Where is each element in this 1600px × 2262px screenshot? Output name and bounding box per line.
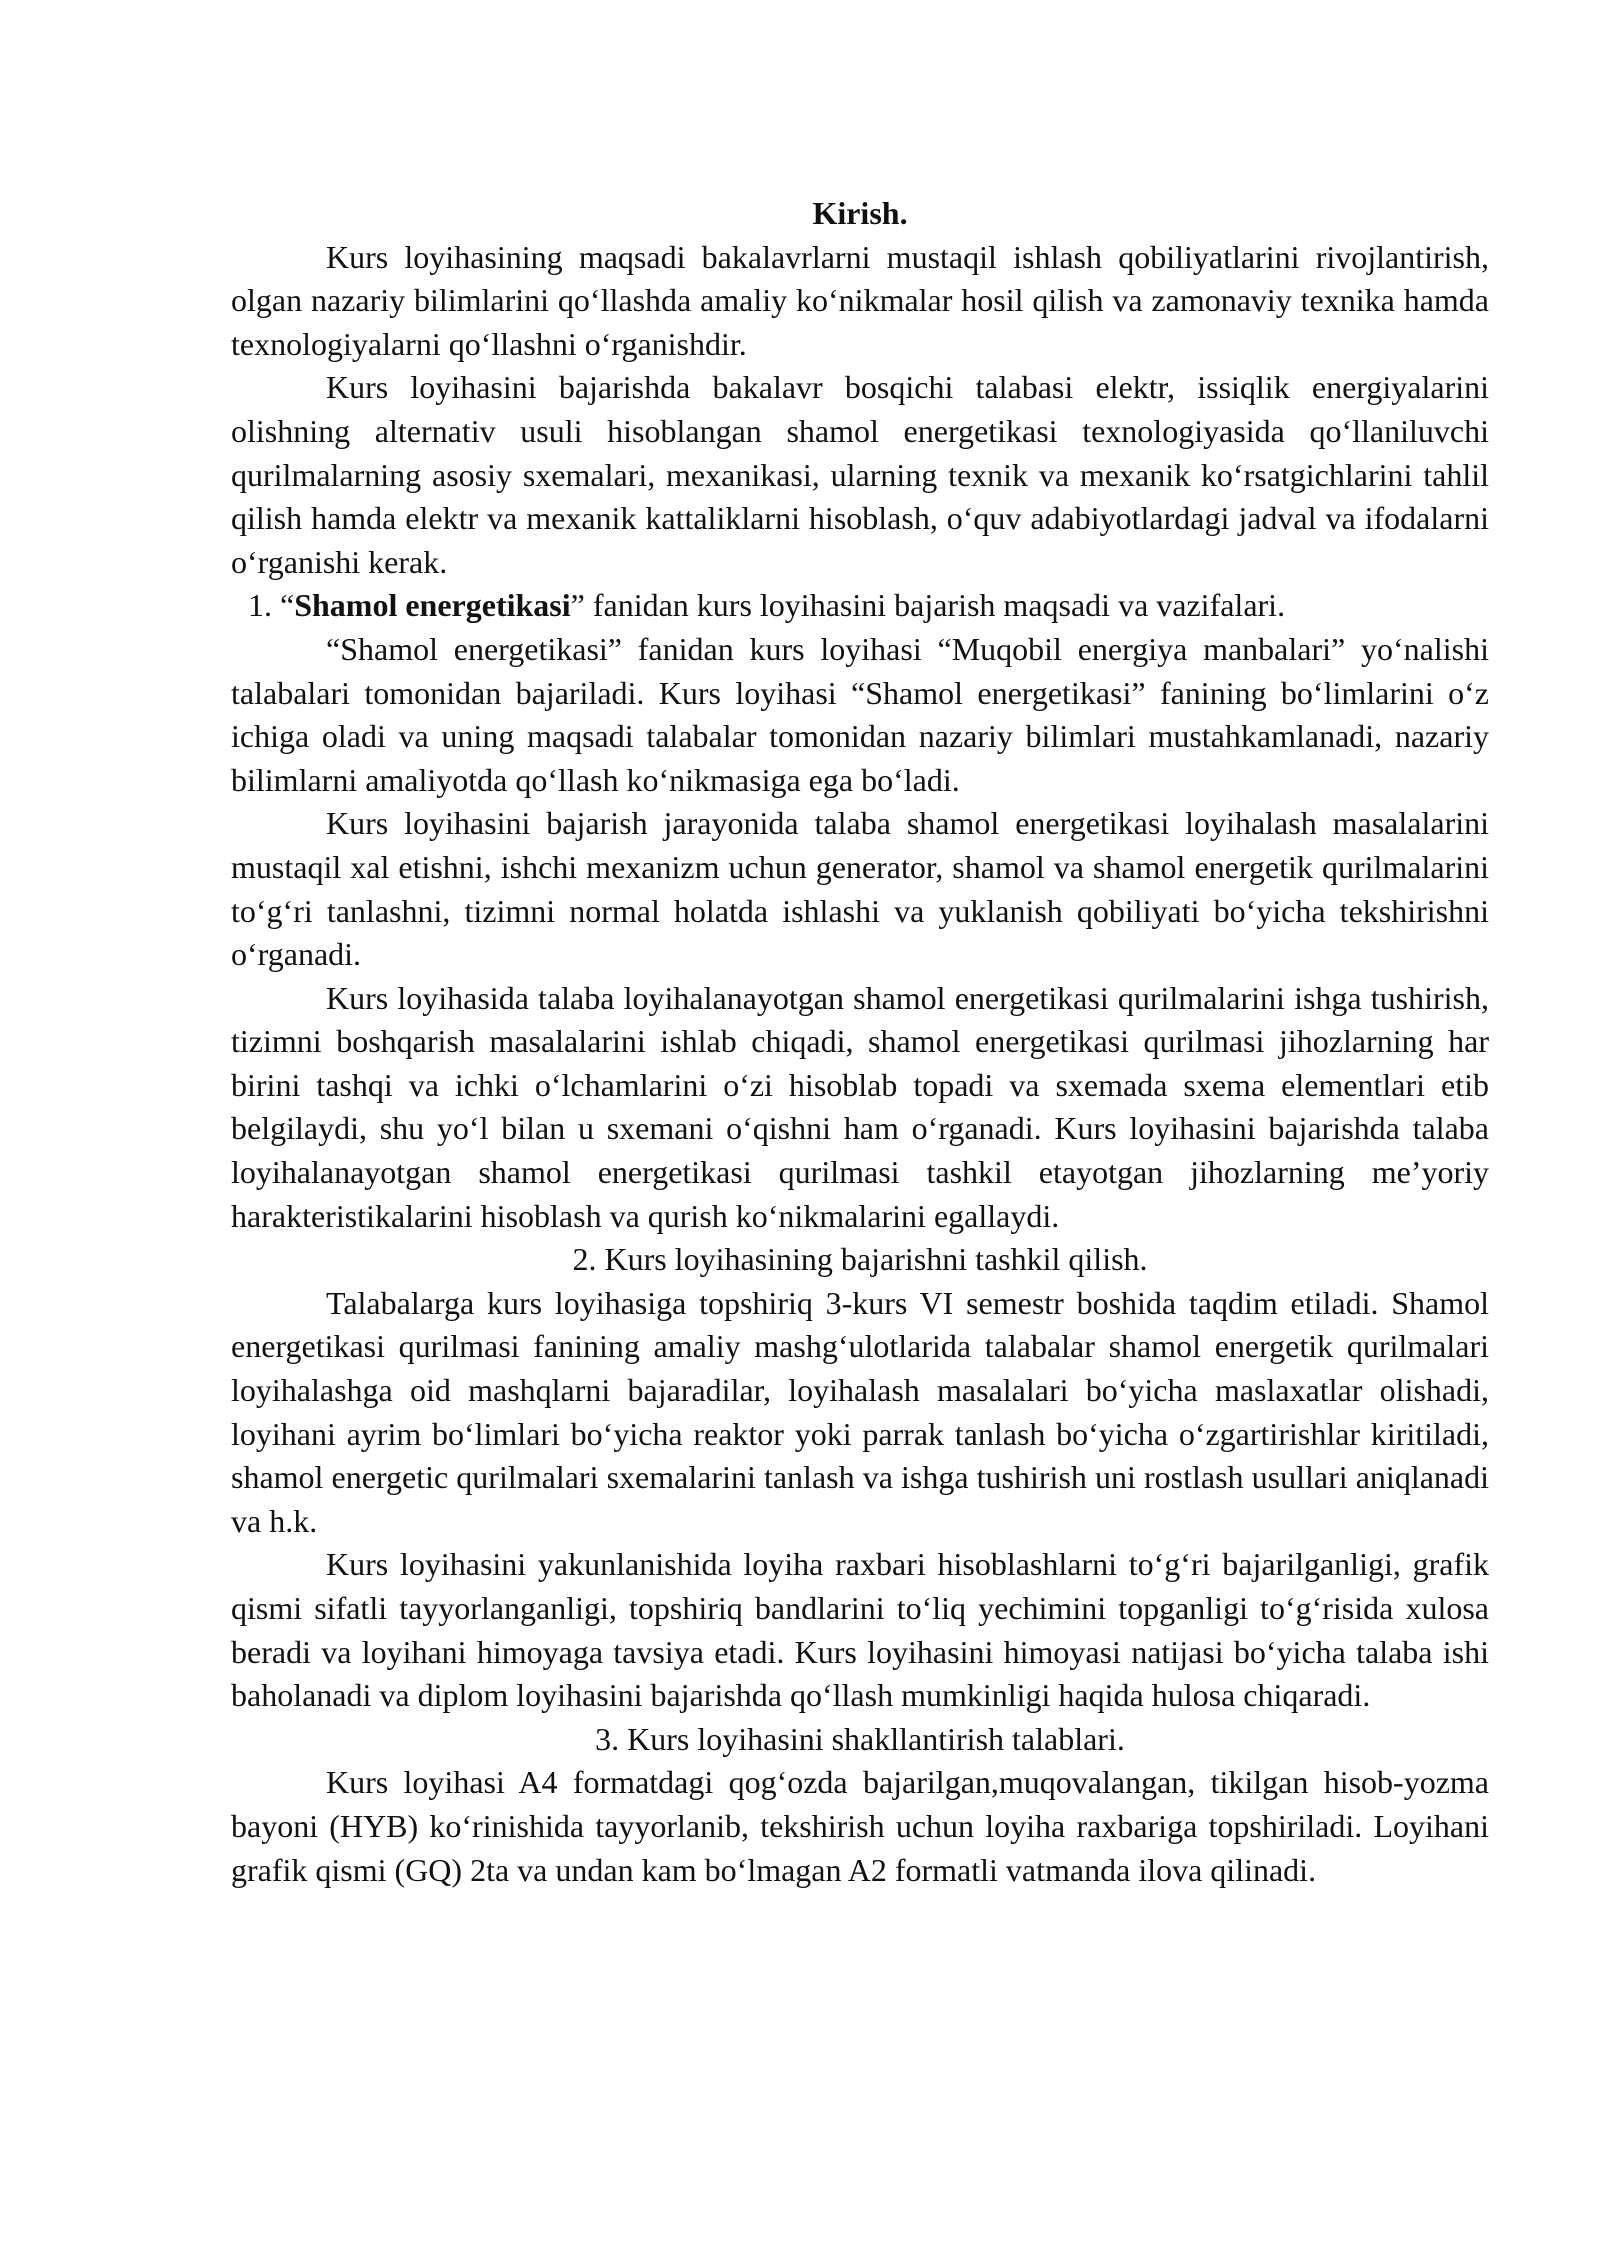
section-2-heading: 2. Kurs loyihasining bajarishni tashkil qilish.: [572, 1241, 1148, 1278]
section-2-paragraph-1: Talabalarga kurs loyihasiga topshiriq 3-kurs VI semestr boshida taqdim etiladi. Shamol energetikasi qurilmasi fanining amaliy mashg‘ulotlarida talabalar shamol energetik qurilmalari loyihalashga oid mashqlarni bajaradilar, loyihalash masalalari bo‘yicha maslaxatlar olishadi, loyihani ayrim bo‘limlari bo‘yicha reaktor yoki parrak tanlash bo‘yicha o‘zgartirishlar kiritiladi, shamol energetic qurilmalari sxemalarini tanlash va ishga tushirish uni rostlash usullari aniqlanadi va h.k.: [231, 1284, 1489, 1539]
section-1-paragraph-1: “Shamol energetikasi” fanidan kurs loyihasi “Muqobil energiya manbalari” yo‘nalishi talabalari tomonidan bajariladi. Kurs loyihasi “Shamol energetikasi” fanining bo‘limlarini o‘z ichiga oladi va uning maqsadi talabalar tomonidan nazariy bilimlari mustahkamlanadi, nazariy bilimlarni amaliyotda qo‘llash ko‘nikmasiga ega bo‘ladi.: [231, 630, 1489, 798]
section-3-paragraph-1: Kurs loyihasi A4 formatdagi qog‘ozda bajarilgan,muqovalangan, tikilgan hisob-yozma bayoni (HYB) ko‘rinishida tayyorlanib, tekshirish uchun loyiha raxbariga topshiriladi. Loyihani grafik qismi (GQ) 2ta va undan kam bo‘lmagan A2 formatli vatmanda ilova qilinadi.: [231, 1764, 1489, 1888]
section-1-bold-term: Shamol energetikasi: [294, 587, 571, 624]
document-page: [231, 192, 1489, 1892]
section-1-paragraph-3: Kurs loyihasida talaba loyihalanayotgan shamol energetikasi qurilmalarini ishga tushirish, tizimni boshqarish masalalarini ishlab chiqadi, shamol energetikasi qurilmasi jihozlarning har birini tashqi va ichki o‘lchamlarini o‘zi hisoblab topadi va sxemada sxema elementlari etib belgilaydi, shu yo‘l bilan u sxemani o‘qishni ham o‘rganadi. Kurs loyihasini bajarishda talaba loyihalanayotgan shamol energetikasi qurilmasi tashkil etayotgan jihozlarning me’yoriy harakteristikalarini hisoblash va qurish ko‘nikmalarini egallaydi.: [231, 979, 1489, 1234]
section-1-number: 1. “: [248, 587, 295, 624]
section-1-heading-rest: ” fanidan kurs loyihasini bajarish maqsadi va vazifalari.: [570, 587, 1286, 624]
intro-paragraph-1: Kurs loyihasining maqsadi bakalavrlarni mustaqil ishlash qobiliyatlarini rivojlantirish, olgan nazariy bilimlarini qo‘llashda amaliy ko‘nikmalar hosil qilish va zamonaviy texnika hamda texnologiyalarni qo‘llashni o‘rganishdir.: [231, 238, 1489, 362]
section-3-heading: 3. Kurs loyihasini shakllantirish talablari.: [595, 1720, 1125, 1757]
page-title: Kirish.: [812, 195, 908, 231]
section-2-paragraph-2: Kurs loyihasini yakunlanishida loyiha raxbari hisoblashlarni to‘g‘ri bajarilganligi, grafik qismi sifatli tayyorlanganligi, topshiriq bandlarini to‘liq yechimini topganligi to‘g‘risida xulosa beradi va loyihani himoyaga tavsiya etadi. Kurs loyihasini himoyasi natijasi bo‘yicha talaba ishi baholanadi va diplom loyihasini bajarishda qo‘llash mumkinligi haqida hulosa chiqaradi.: [231, 1546, 1489, 1714]
intro-paragraph-2: Kurs loyihasini bajarishda bakalavr bosqichi talabasi elektr, issiqlik energiyalarini olishning alternativ usuli hisoblangan shamol energetikasi texnologiyasida qo‘llaniluvchi qurilmalarning asosiy sxemalari, mexanikasi, ularning texnik va mexanik ko‘rsatgichlarini tahlil qilish hamda elektr va mexanik kattaliklarni hisoblash, o‘quv adabiyotlardagi jadval va ifodalarni o‘rganishi kerak.: [231, 369, 1489, 580]
section-1-paragraph-2: Kurs loyihasini bajarish jarayonida talaba shamol energetikasi loyihalash masalalarini mustaqil xal etishni, ishchi mexanizm uchun generator, shamol va shamol energetik qurilmalarini to‘g‘ri tanlashni, tizimni normal holatda ishlashi va yuklanish qobiliyati bo‘yicha tekshirishni o‘rganadi.: [231, 805, 1489, 973]
section-1-heading: [231, 584, 1489, 628]
